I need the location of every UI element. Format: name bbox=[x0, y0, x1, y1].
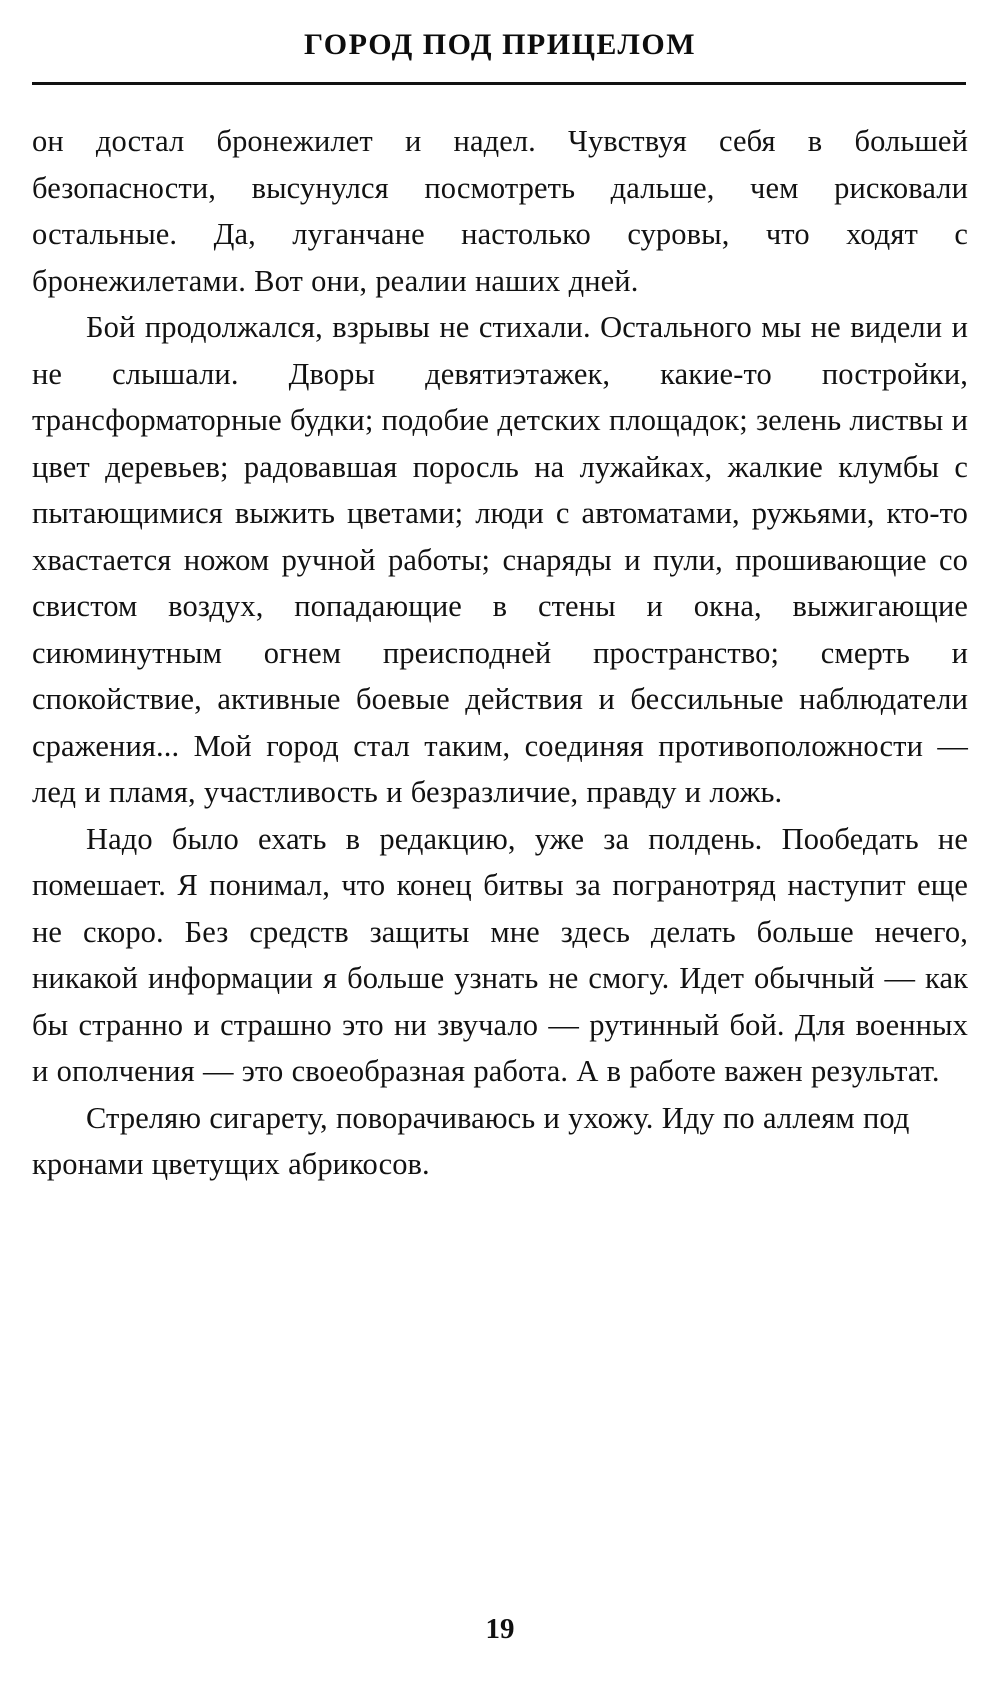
page-title: ГОРОД ПОД ПРИЦЕЛОМ bbox=[303, 28, 697, 61]
paragraph: Стреляю сигарету, поворачиваюсь и ухожу. Иду по аллеям под кронами цветущих абрикосов. bbox=[32, 1100, 910, 1181]
page-number: 19 bbox=[485, 1613, 515, 1645]
header-divider bbox=[32, 82, 966, 85]
page-body bbox=[32, 118, 968, 1188]
paragraph: Надо было ехать в редакцию, уже за полдень. Пообедать не помешает. Я понимал, что конец битвы за погранотряд наступит еще не скоро. Без средств защиты мне здесь делать больше нечего, никакой информации я больше узнать не смогу. Идет обычный — как бы странно и страшно это ни звучало — рутинный бой. Для военных и ополчения — это своеобразная работа. А в работе важен результат. bbox=[32, 821, 968, 1088]
running-header bbox=[0, 28, 1000, 62]
page-footer bbox=[0, 1613, 1000, 1646]
paragraph: он достал бронежилет и надел. Чувствуя себя в большей безопасности, высунулся посмотреть дальше, чем рисковали остальные. Да, луганчане настолько суровы, что ходят с бронежилетами. Вот они, реалии наших дней. bbox=[32, 124, 968, 298]
paragraph: Бой продолжался, взрывы не стихали. Остального мы не видели и не слышали. Дворы девятиэтажек, какие-то постройки, трансформаторные будки; подобие детских площадок; зелень листвы и цвет деревьев; радовавшая поросль на лужайках, жалкие клумбы с пытающимися выжить цветами; люди с автоматами, ружьями, кто-то хвастается ножом ручной работы; снаряды и пули, прошивающие со свистом воздух, попадающие в стены и окна, выжигающие сиюминутным огнем преисподней пространство; смерть и спокойствие, активные боевые действия и бессильные наблюдатели сражения... Мой город стал таким, соединяя противоположности — лед и пламя, участливость и безразличие, правду и ложь. bbox=[32, 310, 968, 809]
